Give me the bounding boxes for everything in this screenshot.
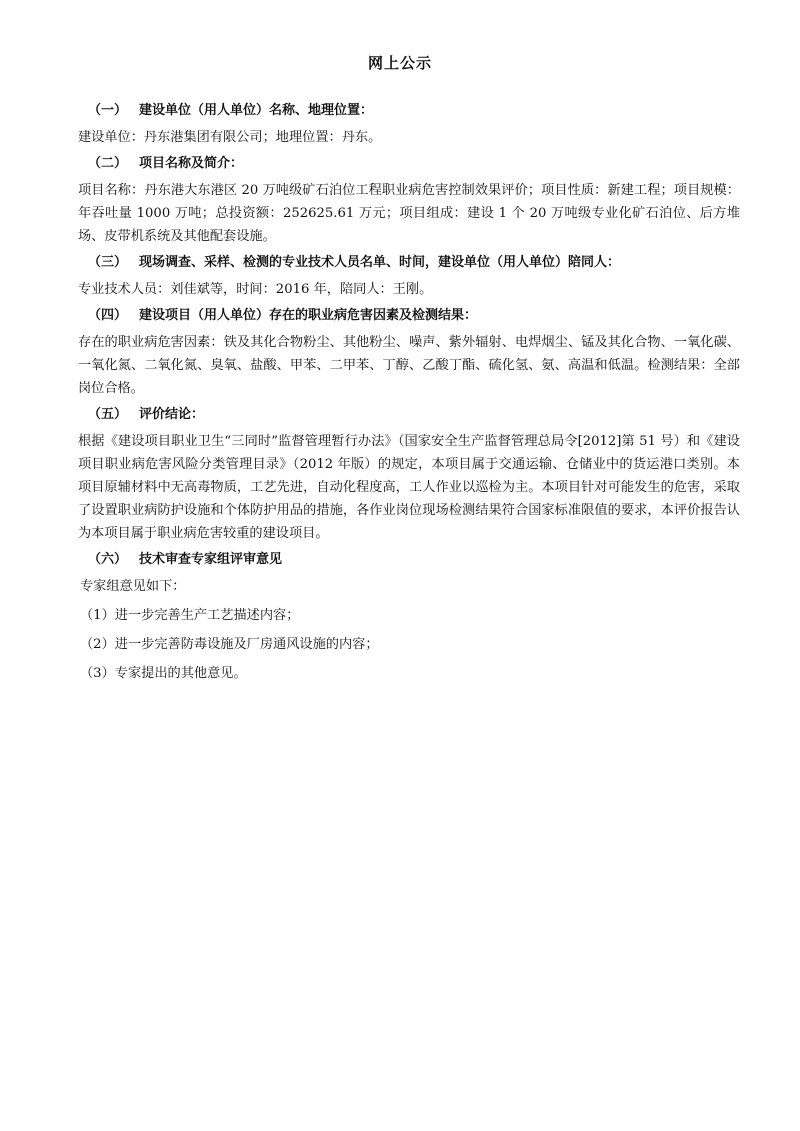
section-paragraph: 专业技术人员：刘佳斌等，时间：2016 年，陪同人：王刚。 xyxy=(78,282,433,297)
section-heading-text: 建设项目（用人单位）存在的职业病危害因素及检测结果： xyxy=(139,308,478,323)
section-number: （一） xyxy=(88,103,128,118)
section-2 xyxy=(78,153,740,248)
opinion-item: （2）进一步完善防毒设施及厂房通风设施的内容； xyxy=(80,637,379,652)
section-3 xyxy=(78,252,740,301)
section-heading-text: 评价结论： xyxy=(139,407,205,422)
section-heading xyxy=(78,404,740,426)
section-heading xyxy=(78,549,740,571)
opinion-intro: 专家组意见如下： xyxy=(80,579,186,594)
section-heading xyxy=(78,153,740,175)
section-number: （五） xyxy=(88,407,128,422)
section-paragraph: 存在的职业病危害因素：铁及其化合物粉尘、其他粉尘、噪声、紫外辐射、电焊烟尘、锰及其化合物、一氧化碳、一氧化氮、二氧化氮、臭氧、盐酸、甲苯、二甲苯、丁醇、乙酸丁酯、硫化氢、氨、高温和低温。检测结果：全部岗位合格。 xyxy=(78,335,740,396)
opinion-item: （1）进一步完善生产工艺描述内容； xyxy=(80,608,300,623)
page-title: 网上公示 xyxy=(367,54,432,72)
section-heading-text: 现场调查、采样、检测的专业技术人员名单、时间，建设单位（用人单位）陪同人： xyxy=(139,255,621,270)
section-heading xyxy=(78,252,740,274)
section-number: （六） xyxy=(88,552,128,567)
section-number: （二） xyxy=(88,156,128,171)
section-heading-text: 建设单位（用人单位）名称、地理位置： xyxy=(139,103,374,118)
section-paragraph: 根据《建设项目职业卫生“三同时”监督管理暂行办法》（国家安全生产监督管理总局令[2012]第 51 号）和《建设项目职业病危害风险分类管理目录》（2012 年版）的规定，本项目属于交通运输、仓储业中的货运港口类别。本项目原辅材料中无高毒物质，工艺先进，自动化程度高，工人作业以巡检为主。本项目针对可能发生的危害，采取了设置职业病防护设施和个体防护用品的措施，各作业岗位现场检测结果符合国家标准限值的要求，本评价报告认为本项目属于职业病危害较重的建设项目。 xyxy=(78,434,740,541)
section-heading-text: 技术审查专家组评审意见 xyxy=(139,552,283,567)
section-paragraph: 建设单位：丹东港集团有限公司；地理位置：丹东。 xyxy=(78,130,382,145)
section-5 xyxy=(78,404,740,545)
section-6 xyxy=(78,549,740,685)
section-1 xyxy=(78,100,740,149)
section-paragraph: 项目名称：丹东港大东港区 20 万吨级矿石泊位工程职业病危害控制效果评价；项目性质：新建工程；项目规模：年吞吐量 1000 万吨；总投资额：252625.61 万元；项目组成：建设 1 个 20 万吨级专业化矿石泊位、后方堆场、皮带机系统及其他配套设施。 xyxy=(78,183,740,244)
opinion-item: （3）专家提出的其他意见。 xyxy=(80,666,247,681)
section-heading-text: 项目名称及简介： xyxy=(139,156,244,171)
section-heading xyxy=(78,305,740,327)
section-4 xyxy=(78,305,740,400)
section-number: （四） xyxy=(88,308,128,323)
document-body xyxy=(78,100,740,691)
section-number: （三） xyxy=(88,255,128,270)
section-heading xyxy=(78,100,740,122)
